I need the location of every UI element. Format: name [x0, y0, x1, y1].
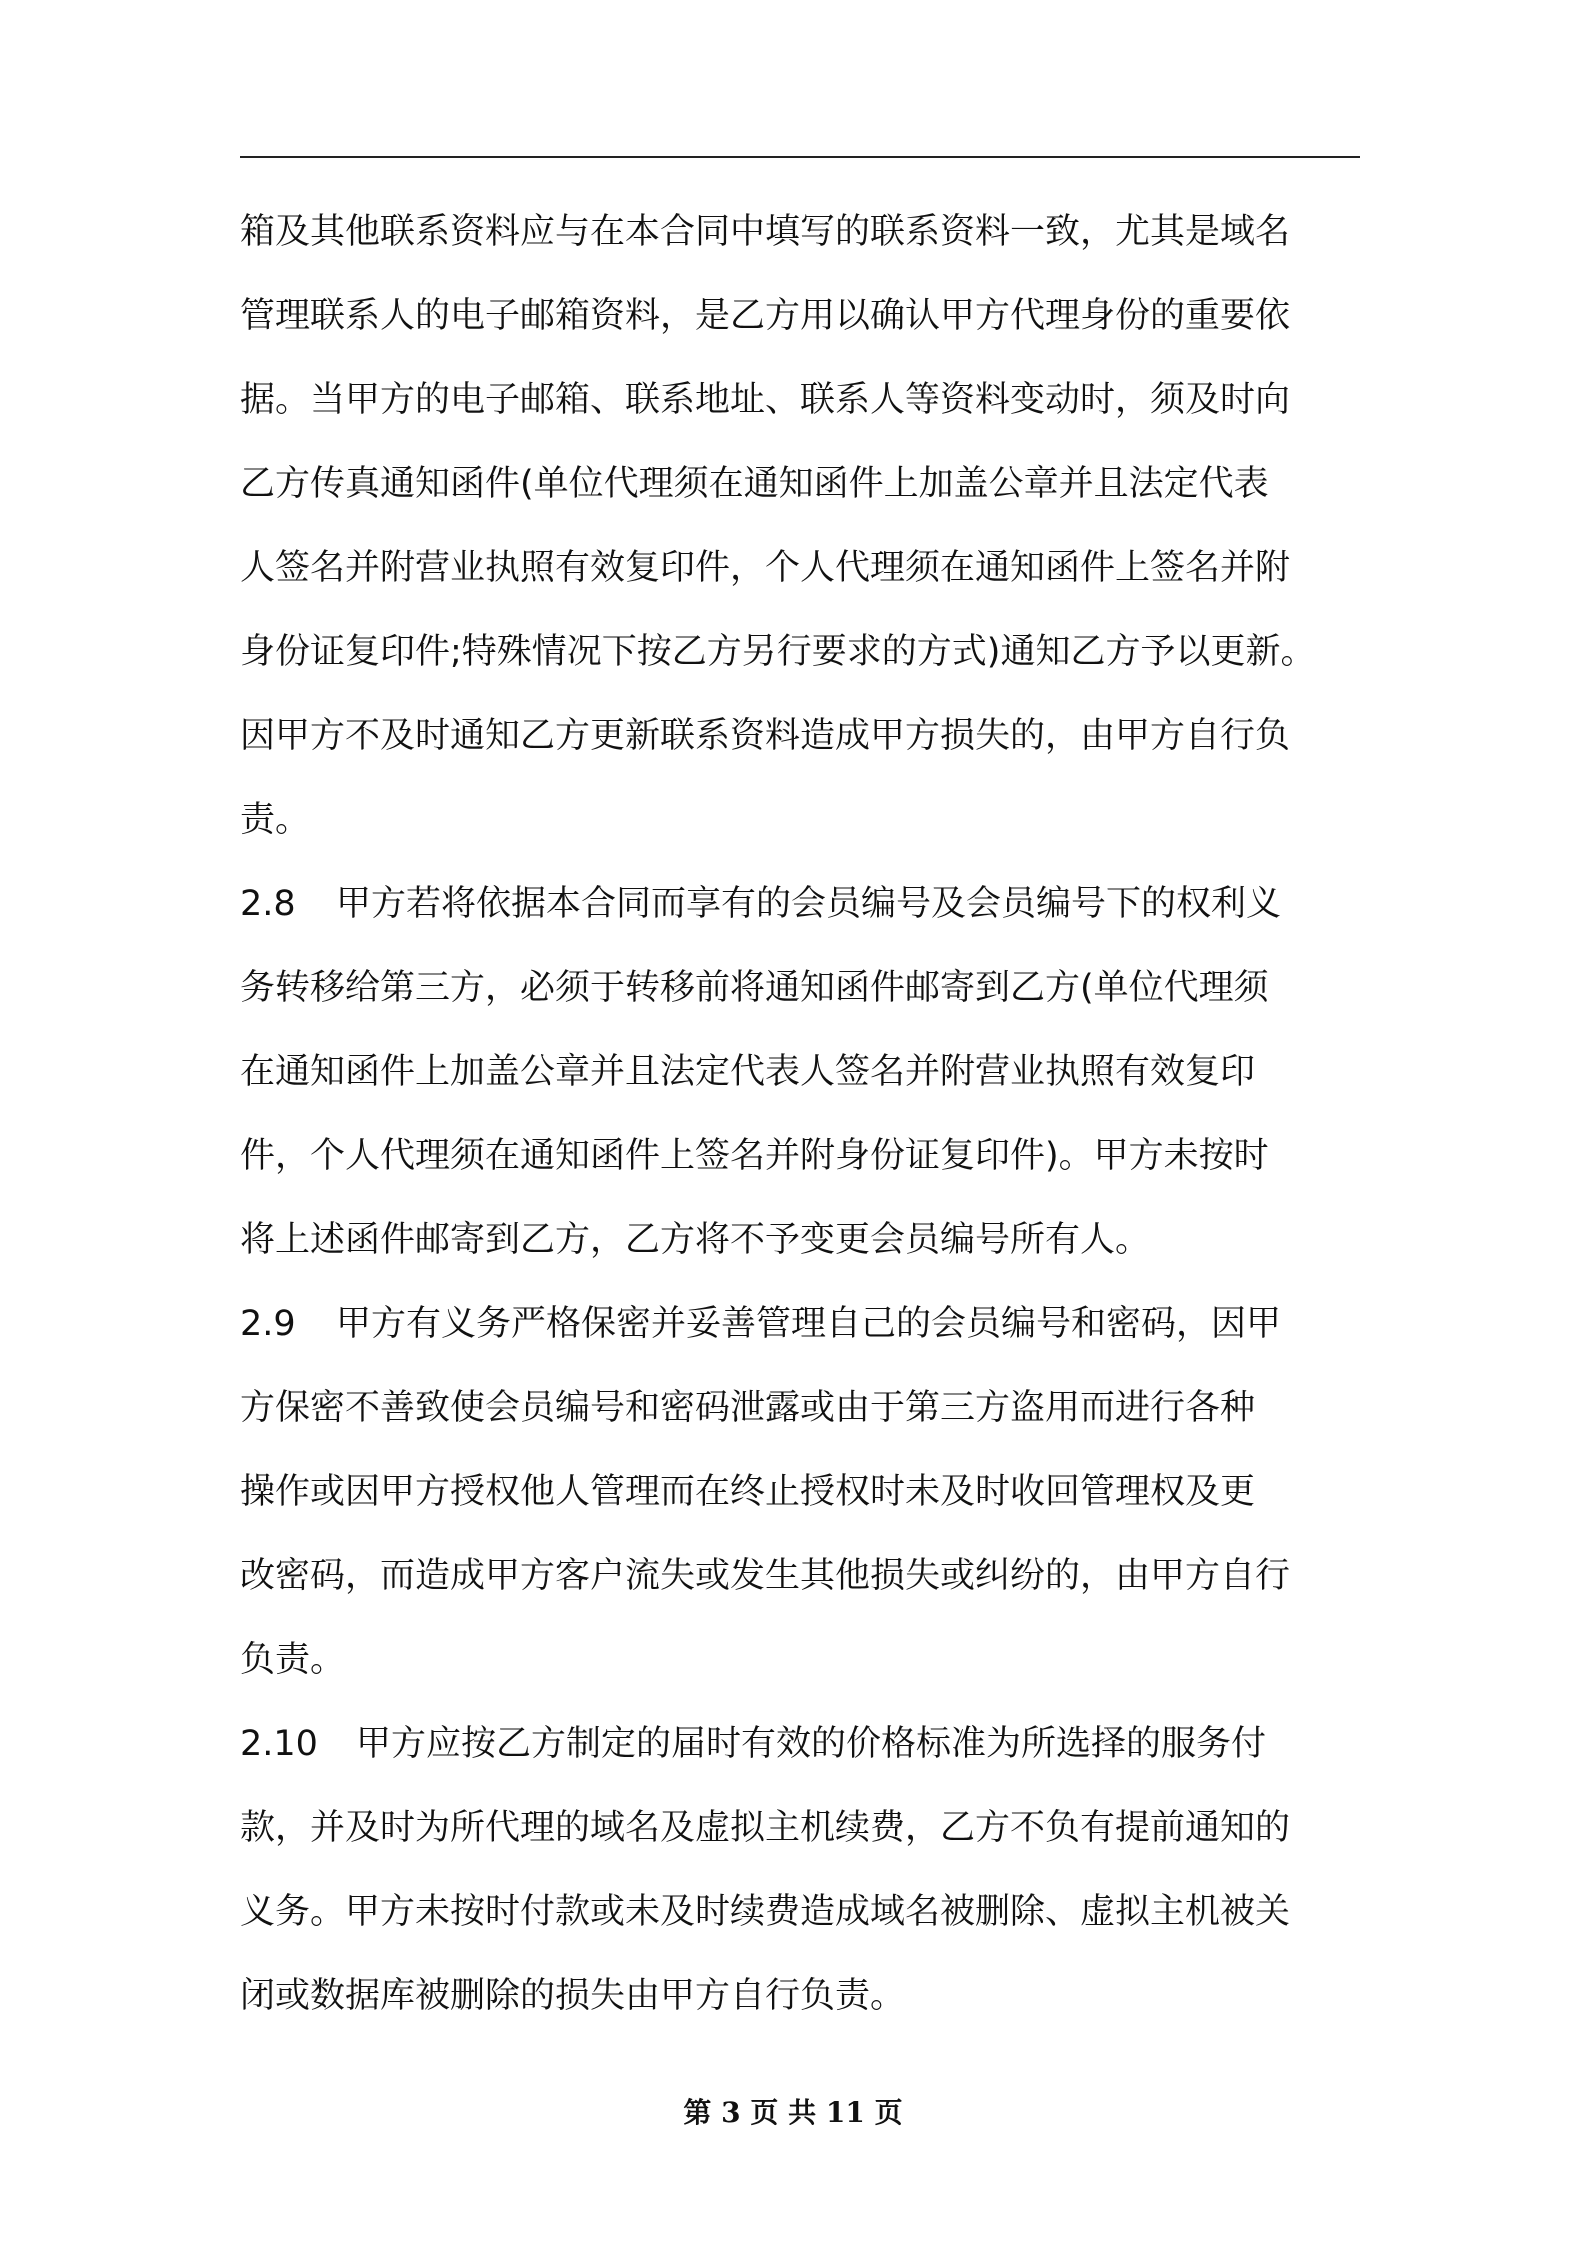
text-line: 方保密不善致使会员编号和密码泄露或由于第三方盗用而进行各种	[240, 1388, 1256, 1428]
header-rule	[240, 156, 1360, 158]
clause-text: 甲方应按乙方制定的届时有效的价格标准为所选择的服务付	[356, 1724, 1267, 1764]
text-line: 负责。	[240, 1640, 346, 1680]
text-line: 管理联系人的电子邮箱资料，是乙方用以确认甲方代理身份的重要依	[240, 296, 1291, 336]
text-line: 人签名并附营业执照有效复印件，个人代理须在通知函件上签名并附	[240, 548, 1291, 588]
page-number-footer: 第 3 页 共 11 页	[683, 2096, 903, 2129]
clause-text: 甲方若将依据本合同而享有的会员编号及会员编号下的权利义	[336, 884, 1282, 924]
text-line: 务转移给第三方，必须于转移前将通知函件邮寄到乙方(单位代理须	[240, 968, 1269, 1008]
text-line: 闭或数据库被删除的损失由甲方自行负责。	[240, 1976, 906, 2016]
document-body	[240, 190, 1360, 2038]
text-line: 在通知函件上加盖公章并且法定代表人签名并附营业执照有效复印	[240, 1052, 1256, 1092]
text-line: 将上述函件邮寄到乙方，乙方将不予变更会员编号所有人。	[240, 1220, 1151, 1260]
clause-2-9-heading	[240, 1282, 1360, 1366]
text-line: 责。	[240, 800, 311, 840]
clause-number: 2.9	[240, 1304, 296, 1344]
text-line: 乙方传真通知函件(单位代理须在通知函件上加盖公章并且法定代表	[240, 464, 1269, 504]
text-line: 因甲方不及时通知乙方更新联系资料造成甲方损失的，由甲方自行负	[240, 716, 1291, 756]
clause-text: 甲方有义务严格保密并妥善管理自己的会员编号和密码，因甲	[336, 1304, 1282, 1344]
text-line: 改密码，而造成甲方客户流失或发生其他损失或纠纷的，由甲方自行	[240, 1556, 1291, 1596]
text-line: 身份证复印件;特殊情况下按乙方另行要求的方式)通知乙方予以更新。	[240, 632, 1316, 672]
text-line: 据。当甲方的电子邮箱、联系地址、联系人等资料变动时，须及时向	[240, 380, 1291, 420]
text-line: 箱及其他联系资料应与在本合同中填写的联系资料一致，尤其是域名	[240, 212, 1291, 252]
clause-number: 2.10	[240, 1724, 318, 1764]
clause-number: 2.8	[240, 884, 296, 924]
text-line: 件，个人代理须在通知函件上签名并附身份证复印件)。甲方未按时	[240, 1136, 1269, 1176]
text-line: 义务。甲方未按时付款或未及时续费造成域名被删除、虚拟主机被关	[240, 1892, 1291, 1932]
clause-2-10-heading	[240, 1702, 1360, 1786]
text-line: 款，并及时为所代理的域名及虚拟主机续费，乙方不负有提前通知的	[240, 1808, 1291, 1848]
text-line: 操作或因甲方授权他人管理而在终止授权时未及时收回管理权及更	[240, 1472, 1256, 1512]
clause-2-8-heading	[240, 862, 1360, 946]
